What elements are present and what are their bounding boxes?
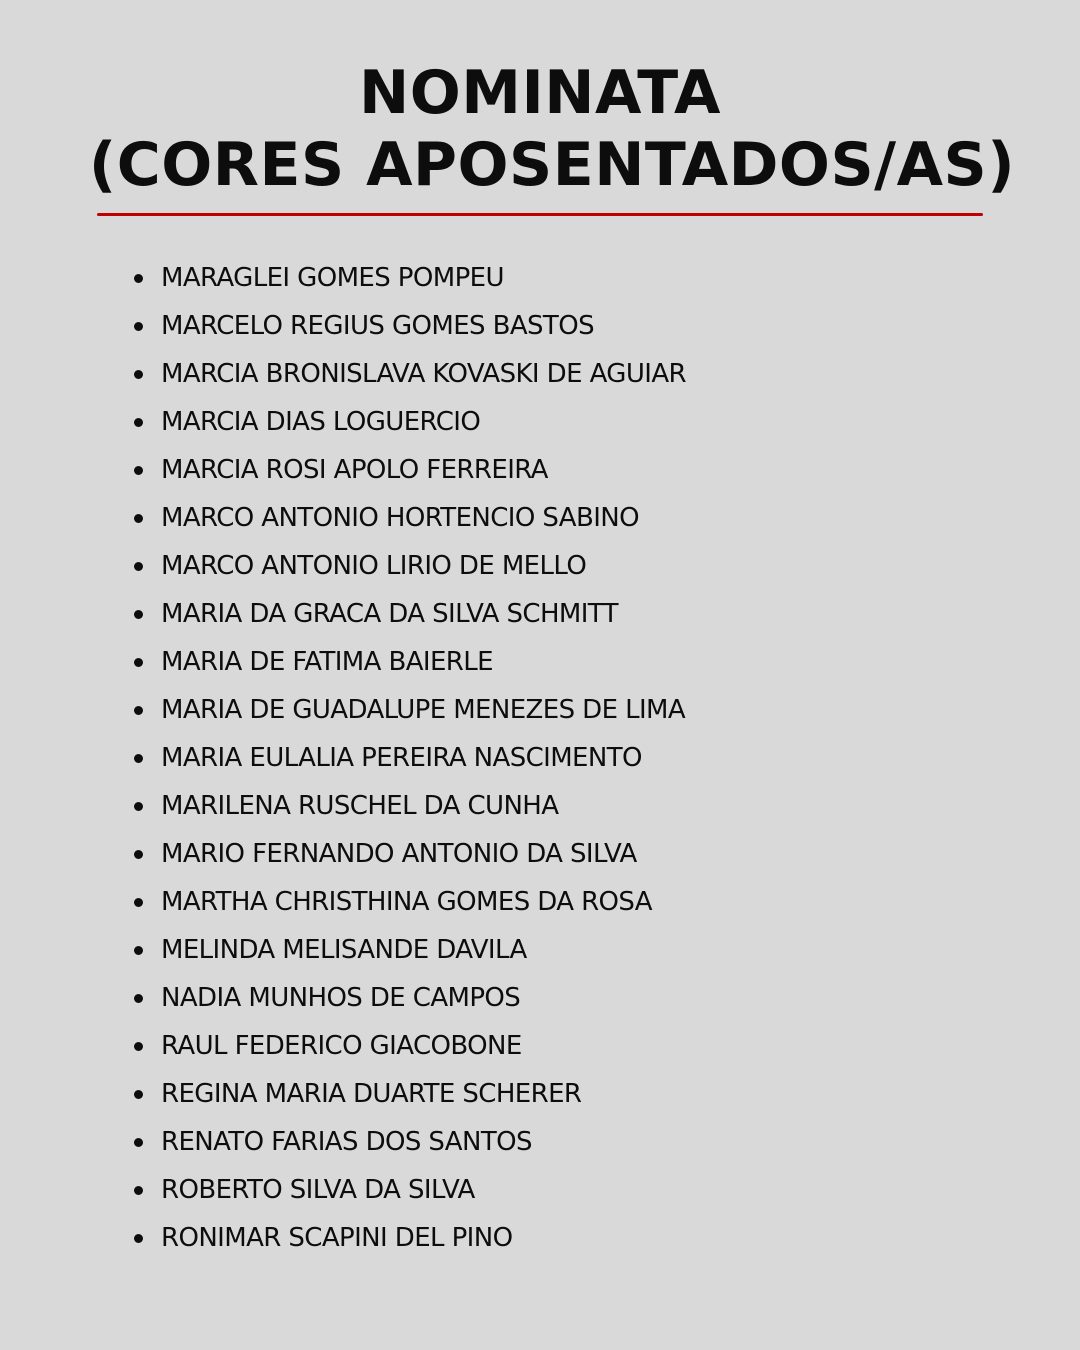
list-item [130, 350, 686, 398]
list-item-text: RONIMAR SCAPINI DEL PINO [161, 1223, 513, 1253]
list-item-text: MARCIA DIAS LOGUERCIO [161, 407, 481, 437]
bullet-icon [134, 946, 143, 955]
list-item-text: MARILENA RUSCHEL DA CUNHA [161, 791, 559, 821]
bullet-icon [134, 322, 143, 331]
list-item-text: MARIA EULALIA PEREIRA NASCIMENTO [161, 743, 642, 773]
bullet-icon [134, 466, 143, 475]
list-item [130, 830, 686, 878]
list-item [130, 686, 686, 734]
page-title-line-1: NOMINATA [359, 58, 721, 128]
bullet-icon [134, 898, 143, 907]
list-item-text: MARCIA ROSI APOLO FERREIRA [161, 455, 548, 485]
list-item [130, 1070, 686, 1118]
list-item [130, 638, 686, 686]
list-item-text: NADIA MUNHOS DE CAMPOS [161, 983, 521, 1013]
list-item [130, 542, 686, 590]
list-item-text: MELINDA MELISANDE DAVILA [161, 935, 527, 965]
list-item [130, 1118, 686, 1166]
list-item [130, 926, 686, 974]
bullet-icon [134, 754, 143, 763]
list-item-text: MARCELO REGIUS GOMES BASTOS [161, 311, 594, 341]
list-item [130, 782, 686, 830]
list-item [130, 878, 686, 926]
list-item-text: MARCO ANTONIO LIRIO DE MELLO [161, 551, 587, 581]
bullet-icon [134, 1138, 143, 1147]
bullet-icon [134, 1090, 143, 1099]
list-item [130, 974, 686, 1022]
bullet-icon [134, 370, 143, 379]
bullet-icon [134, 658, 143, 667]
list-item-text: MARCIA BRONISLAVA KOVASKI DE AGUIAR [161, 359, 687, 389]
list-item-text: MARTHA CHRISTHINA GOMES DA ROSA [161, 887, 652, 917]
list-item-text: ROBERTO SILVA DA SILVA [161, 1175, 475, 1205]
list-item-text: REGINA MARIA DUARTE SCHERER [161, 1079, 582, 1109]
page-title-line-2: (CORES APOSENTADOS/AS) [88, 130, 1016, 200]
name-list [130, 254, 686, 1262]
list-item-text: MARAGLEI GOMES POMPEU [161, 263, 504, 293]
bullet-icon [134, 850, 143, 859]
list-item [130, 398, 686, 446]
bullet-icon [134, 1186, 143, 1195]
bullet-icon [134, 994, 143, 1003]
title-underline [97, 213, 983, 216]
bullet-icon [134, 418, 143, 427]
list-item-text: MARIA DE GUADALUPE MENEZES DE LIMA [161, 695, 686, 725]
list-item [130, 494, 686, 542]
list-item-text: RAUL FEDERICO GIACOBONE [161, 1031, 522, 1061]
bullet-icon [134, 1042, 143, 1051]
list-item [130, 734, 686, 782]
list-item-text: MARIA DA GRACA DA SILVA SCHMITT [161, 599, 618, 629]
bullet-icon [134, 562, 143, 571]
bullet-icon [134, 802, 143, 811]
list-item [130, 302, 686, 350]
bullet-icon [134, 1234, 143, 1243]
list-item-text: RENATO FARIAS DOS SANTOS [161, 1127, 532, 1157]
list-item [130, 1022, 686, 1070]
bullet-icon [134, 610, 143, 619]
list-item [130, 1166, 686, 1214]
list-item-text: MARIO FERNANDO ANTONIO DA SILVA [161, 839, 637, 869]
list-item [130, 446, 686, 494]
list-item [130, 1214, 686, 1262]
list-item-text: MARIA DE FATIMA BAIERLE [161, 647, 493, 677]
bullet-icon [134, 706, 143, 715]
list-item [130, 254, 686, 302]
bullet-icon [134, 514, 143, 523]
bullet-icon [134, 274, 143, 283]
list-item [130, 590, 686, 638]
list-item-text: MARCO ANTONIO HORTENCIO SABINO [161, 503, 639, 533]
